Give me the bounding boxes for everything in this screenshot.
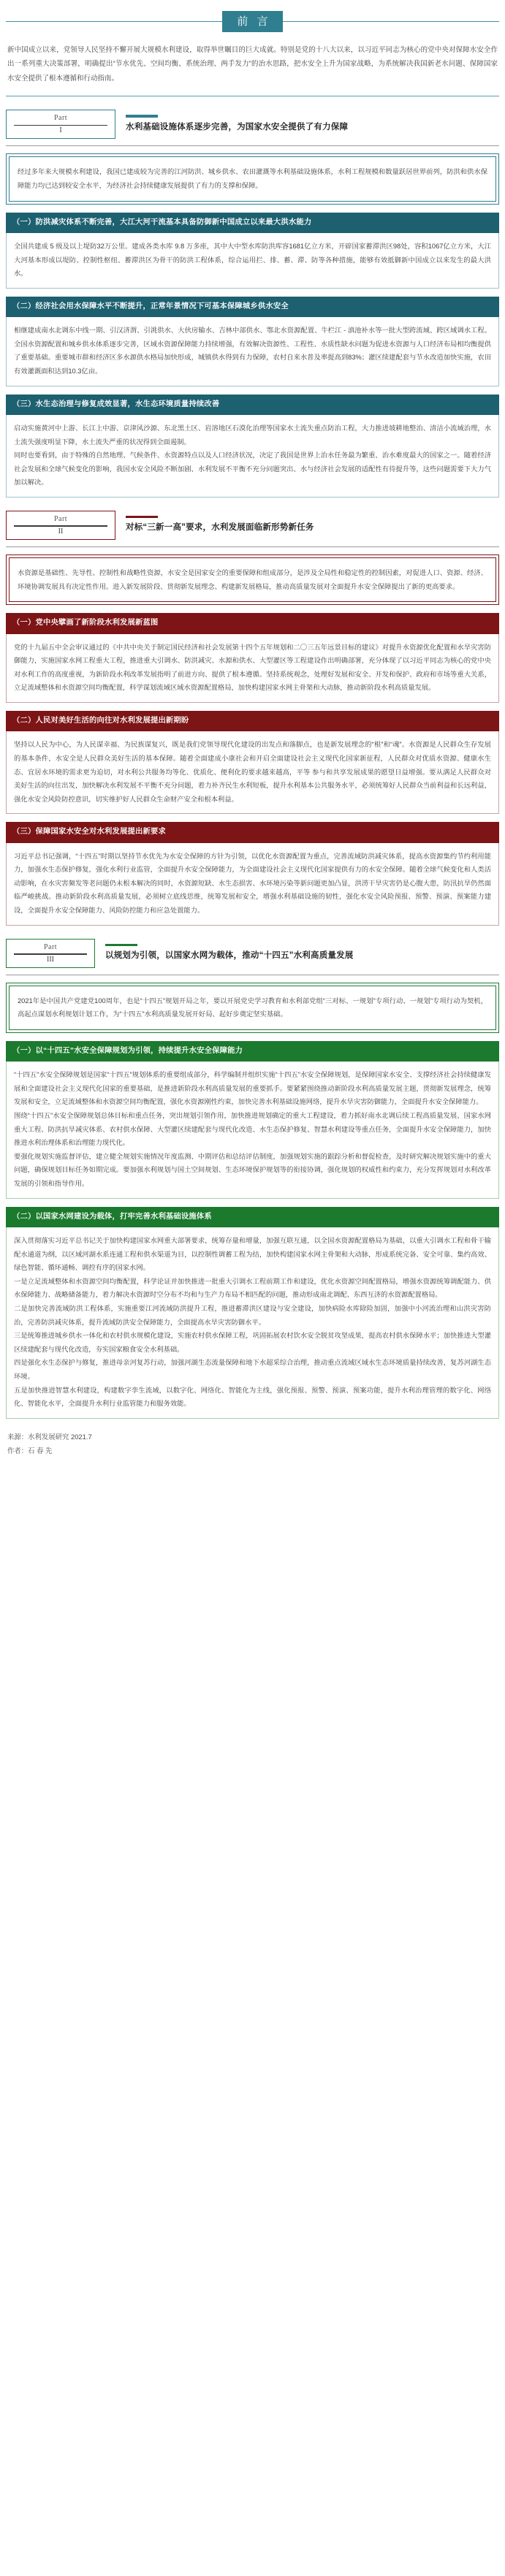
subsection-body bbox=[6, 634, 499, 703]
part-block bbox=[0, 110, 505, 498]
subsection-body bbox=[6, 731, 499, 814]
document-page bbox=[0, 9, 505, 1476]
part-intro-paragraph: 经过多年来大规模水利建设，我国已建成较为完善的江河防洪、城乡供水、农田灌溉等水利基础设施体系，水利工程规模和数量跃居世界前列，防洪和供水保障能力均已达到较安全水平，为经济社会持续健康发展提供了有力的支撑和保障。 bbox=[18, 168, 487, 189]
footer-author: 作者：石 春 先 bbox=[7, 1446, 53, 1455]
part-intro-paragraph: 水资源是基础性、先导性、控制性和战略性资源，水安全是国家安全的重要保障和组成部分，是涉及全局性和稳定性的控制因素，对促进人口、资源、经济、环境协调发展具有决定性作用。进入新发展阶段、贯彻新发展理念、构建新发展格局，推动高质量发展对全面提升水安全保障提出了新的更高要求。 bbox=[18, 568, 487, 590]
subsection bbox=[6, 613, 499, 703]
subsection bbox=[6, 213, 499, 289]
part-underline bbox=[6, 546, 499, 547]
part-intro-box bbox=[6, 153, 499, 204]
document-footer bbox=[7, 1430, 498, 1458]
subsection-heading: （三）水生态治理与修复成效显著，水生态环境质量持续改善 bbox=[6, 395, 499, 415]
part-badge bbox=[6, 511, 115, 540]
subsection-paragraph: 围绕“十四五”水安全保障规划总体目标和重点任务，突出规划引领作用，加快推进规划确定的重大工程建设，着力抓好南水北调后续工程高质量发展、国家水网重大工程、防洪抗旱减灾体系、农村供水保障、大型灌区续建配套与现代化改造、水生态保护修复、智慧水利建设等重点任务，全面提升水安全保障能力，加快推进水利治理体系和治理能力现代化。 bbox=[14, 1112, 491, 1147]
subsection-heading: （一）以“十四五”水安全保障规划为引领，持续提升水安全保障能力 bbox=[6, 1041, 499, 1062]
part-badge-line bbox=[14, 525, 107, 526]
part-intro-box bbox=[6, 983, 499, 1033]
part-badge bbox=[6, 110, 115, 139]
part-badge-word: Part bbox=[53, 114, 68, 123]
part-badge-word: Part bbox=[53, 514, 68, 523]
subsection-paragraph: 深入贯彻落实习近平总书记关于加快构建国家水网重大部署要求，统筹存量和增量，加强互联互通，以全国水资源配置格局为基础，以重大引调水工程和骨干输配水通道为纲，以区域河湖水系连通工程和供水渠道为目，以控制性调蓄工程为结，加快构建国家水网主骨架和大动脉，形成系统完备、安全可靠、集约高效、绿色智能、循环通畅、调控有序的国家水网。 bbox=[14, 1237, 491, 1272]
part-badge-word: Part bbox=[43, 942, 58, 951]
part-accent-tick bbox=[105, 944, 137, 946]
subsection bbox=[6, 822, 499, 925]
subsection-paragraph: 启动实施黄河中上游、长江上中游、京津风沙源、东北黑土区、岩溶地区石漠化治理等国家水土流失重点防治工程，大力推进坡耕地整治、清洁小流域治理，水土流失强度明显下降，水土流失严重的状况得到全面遏制。 bbox=[14, 424, 491, 446]
part-title: 以规划为引领，以国家水网为载体，推动“十四五”水利高质量发展 bbox=[105, 950, 354, 960]
part-intro-box bbox=[6, 555, 499, 605]
part-block bbox=[0, 511, 505, 926]
subsection bbox=[6, 1041, 499, 1199]
subsection-paragraph: 一是立足流域整体和水资源空间均衡配置，科学论证并加快推进一批重大引调水工程前期工作和建设，优化水资源空间配置格局，增强水资源统筹调配能力、供水保障能力、战略储备能力，着力解决水资源时空分布不均和与生产力布局不相匹配的问题，推动形成南北调配、东西互济的水资源配置格局。 bbox=[14, 1277, 491, 1299]
subsection-body bbox=[6, 1062, 499, 1198]
part-underline bbox=[6, 145, 499, 146]
subsection bbox=[6, 1207, 499, 1419]
part-accent-tick bbox=[126, 516, 158, 518]
subsection-paragraph: 相继建成南水北调东中线一期、引汉济渭、引洮供水、大伙房输水、吉林中部供水、鄂北水资源配置、牛栏江 - 滇池补水等一批大型跨流域、跨区域调水工程。全国水资源配置和城乡供水体系逐步完善，区域水资源保障能力持续增强，有效解决资源性、工程性、水质性缺水问题为促进水资源与人口经济布局相均衡提供了重要基础。重要城市群和经济区多水源供水格局加快形成，城镇供水得到有力保障，农村自来水普及率提高到83%；灌区续建配套与节水改造加快实施，农田有效灌溉面积达到10.3亿亩。 bbox=[14, 327, 491, 375]
part-badge-number: III bbox=[47, 955, 54, 964]
subsection-paragraph: 同时也要看到，由于特殊的自然地理、气候条件、水资源特点以及人口经济状况，决定了我国是世界上治水任务最为繁重、治水难度最大的国家之一。随着经济社会发展和全球气候变化的影响，我国水安全风险不断加剧、水利发展不平衡不充分问题突出、水与经济社会发展的适配性有待提升等，这些问题需要下大力气加以解决。 bbox=[14, 451, 491, 487]
subsection-paragraph: 五是加快推进智慧水利建设，构建数字孪生流域，以数字化、网络化、智能化为主线，强化预报、预警、预演、预案功能，提升水利治理管理的数字化、网络化、智能化水平，全面提升水利行业监管能力和服务效能。 bbox=[14, 1386, 491, 1408]
subsection-paragraph: 三是统筹推进城乡供水一体化和农村供水规模化建设，实施农村供水保障工程，巩固拓展农村饮水安全脱贫攻坚成果，提高农村供水保障水平；加快推进大型灌区续建配套与现代化改造，夯实国家粮食安全水利基础。 bbox=[14, 1332, 491, 1353]
preface-badge: 前 言 bbox=[222, 11, 282, 32]
part-block bbox=[0, 939, 505, 1419]
subsection-heading: （一）党中央擘画了新阶段水利发展新蓝图 bbox=[6, 613, 499, 633]
subsection-paragraph: 习近平总书记强调，“十四五”时期以坚持节水优先为水安全保障的方针为引领，以优化水资源配置为重点，完善流域防洪减灾体系，提高水资源集约节约利用能力，加强水生态保护修复，强化水利行业监管，全面提升水安全保障能力，为全面建设社会主义现代化国家提供有力的水安全保障。随着全球气候变化和人类活动影响，在水灾害频发等老问题仍未根本解决的同时，水资源短缺、水生态损害、水环境污染等新问题更加凸显，洪涝干旱灾害仍是心腹大患，防汛抗旱仍然面临严峻挑战。推动新阶段水利高质量发展，必须树立底线思维，统筹发展和安全，增强水利基础设施的韧性，强化水安全风险预报、预警、预演、预案能力建设，全面提升水安全保障能力、风险防控能力和应急处置能力。 bbox=[14, 852, 491, 915]
part-badge-line bbox=[14, 125, 107, 126]
subsection-paragraph: “十四五”水安全保障规划是国家“十四五”规划体系的重要组成部分，科学编制并组织实施“十四五”水安全保障规划，是保障国家水安全、支撑经济社会持续健康发展和全面建设社会主义现代化国家的重要基础，是推进新阶段水利高质量发展的重要抓手。要紧紧围绕推动新阶段水利高质量发展主题，贯彻新发展理念，统筹发展和安全，立足流域整体和水资源空间均衡配置，强化水资源刚性约束，加快完善水利基础设施网络，提升水旱灾害防御能力，全面提升水安全保障能力。 bbox=[14, 1071, 491, 1106]
subsection-heading: （一）防洪减灾体系不断完善，大江大河干流基本具备防御新中国成立以来最大洪水能力 bbox=[6, 213, 499, 233]
subsection-body bbox=[6, 843, 499, 926]
part-header bbox=[6, 110, 499, 139]
subsection-body bbox=[6, 1227, 499, 1419]
subsection-heading: （三）保障国家水安全对水利发展提出新要求 bbox=[6, 822, 499, 842]
part-intro-box-inner bbox=[9, 156, 496, 201]
part-header bbox=[6, 511, 499, 540]
subsection-paragraph: 四是强化水生态保护与修复，推进母亲河复苏行动，加强河湖生态流量保障和地下水超采综合治理，推动重点流域区域水生态环境质量持续改善，复苏河湖生态环境。 bbox=[14, 1359, 491, 1380]
subsection-paragraph: 坚持以人民为中心，为人民谋幸福、为民族谋复兴，既是我们党领导现代化建设的出发点和落脚点，也是新发展理念的“根”和“魂”。水资源是人民群众生存发展的基本条件，水安全是人民群众美好生活的基本保障。随着全面建成小康社会和开启全面建设社会主义现代化国家新征程，人民群众对优质水资源、健康水生态、宜居水环境的需求更为迫切，对水利公共服务均等化、优质化、便利化的要求越来越高，平等 参与和共享发展成果的愿望日益增强。要从满足人民群众对美好生活的向往出发，加快解决水利发展不平衡不充分问题，着力补齐民生水利短板，提升水利基本公共服务水平，必须统筹好人民群众当前利益和长远利益，强化水安全风险防控意识，切实维护好人民群众生命财产安全和根本利益。 bbox=[14, 741, 491, 803]
footer-source: 来源：水利发展研究 2021.7 bbox=[7, 1432, 92, 1441]
part-intro-paragraph: 2021年是中国共产党建党100周年，也是“十四五”规划开局之年，要以开展党史学习教育和水利部党组“三对标、一规划”专项行动、一规划”专项行动为契机，高起点谋划水利规划计划工作，为“十四五”水利高质量发展开好局、起好步奠定坚实基础。 bbox=[18, 997, 487, 1018]
part-badge-number: II bbox=[58, 527, 64, 536]
part-badge-line bbox=[14, 953, 87, 954]
part-title: 水利基础设施体系逐步完善，为国家水安全提供了有力保障 bbox=[126, 122, 349, 132]
subsection-paragraph: 全国共建成 5 级及以上堤防32万公里。建成各类水库 9.8 万多座，其中大中型水库防洪库容1681亿立方米，开辟国家蓄滞洪区98处，容积1067亿立方米，大江大河基本形成以堤防、控制性枢纽、蓄滞洪区为骨干的防洪工程体系，综合运用拦、排、蓄、滞、防等各种措施，能够有效抵御新中国成立以来发生的最大洪水。 bbox=[14, 243, 491, 278]
subsection bbox=[6, 711, 499, 814]
subsection-heading: （二）经济社会用水保障水平不断提升，正常年景情况下可基本保障城乡供水安全 bbox=[6, 297, 499, 317]
subsection-paragraph: 二是加快完善流域防洪工程体系，实施重要江河流域防洪提升工程，推进蓄滞洪区建设与安全建设，加快病险水库除险加固，加强中小河流治理和山洪灾害防治，完善防洪减灾体系，提升流域防洪安全保障能力，全面提高水旱灾害防御水平。 bbox=[14, 1304, 491, 1326]
part-title-wrap bbox=[115, 110, 499, 139]
part-badge bbox=[6, 939, 95, 968]
subsection bbox=[6, 297, 499, 386]
part-title-wrap bbox=[115, 511, 499, 540]
subsection-heading: （二）以国家水网建设为载体，打牢完善水利基础设施体系 bbox=[6, 1207, 499, 1227]
subsection bbox=[6, 395, 499, 498]
subsection-paragraph: 要强化规划实施监督评估，建立健全规划实施情况年度监测、中期评估和总结评估制度，加强规划实施的跟踪分析和督促检查，及时研究解决规划实施中的重大问题，确保规划目标任务如期完成。要加强水利规划与国土空间规划、生态环境保护规划等的衔接协调，强化规划的权威性和约束力，充分发挥规划对水利改革发展的引领和指导作用。 bbox=[14, 1152, 491, 1187]
part-badge-number: I bbox=[59, 126, 62, 135]
subsection-body bbox=[6, 317, 499, 386]
preface-paragraph: 新中国成立以来，党领导人民坚持不懈开展大规模水利建设，取得举世瞩目的巨大成就。特别是党的十八大以来，以习近平同志为核心的党中央对保障水安全作出一系列重大决策部署，明确提出“节水优先、空间均衡、系统治理、两手发力”的治水思路，把水安全上升为国家战略，为系统解决我国新老水问题、保障国家水安全提供了根本遵循和行动指南。 bbox=[7, 46, 498, 83]
subsection-heading: （二）人民对美好生活的向往对水利发展提出新期盼 bbox=[6, 711, 499, 731]
part-title: 对标“三新一高”要求，水利发展面临新形势新任务 bbox=[126, 523, 314, 533]
subsection-body bbox=[6, 233, 499, 289]
subsection-paragraph: 党的十九届五中全会审议通过的《中共中央关于制定国民经济和社会发展第十四个五年规划和二〇三五年远景目标的建议》对提升水资源优化配置和水旱灾害防御能力，实施国家水网工程重大工程，推进重大引调水、防洪减灾、水源和供水、大型灌区等工程建设作出明确部署，充分体现了以习近平同志为核心的党中央对水利工作的高度重视，为新阶段水利改革发展指明了前进方向、提供了根本遵循。坚持系统观念，处理好发展和安全、开发和保护、政府和市场等重大关系，立足流域整体和水资源空间均衡配置，科学谋划流域区域水资源配置格局，加快构建国家水网主骨架和大动脉，推动新阶段水利高质量发展。 bbox=[14, 643, 491, 692]
subsection-body bbox=[6, 415, 499, 498]
parts-container bbox=[0, 110, 505, 1418]
part-title-wrap bbox=[95, 939, 499, 968]
part-header bbox=[6, 939, 499, 968]
part-intro-box-inner bbox=[9, 557, 496, 602]
preface-header bbox=[6, 9, 499, 34]
part-accent-tick bbox=[126, 115, 158, 117]
part-intro-box-inner bbox=[9, 986, 496, 1030]
